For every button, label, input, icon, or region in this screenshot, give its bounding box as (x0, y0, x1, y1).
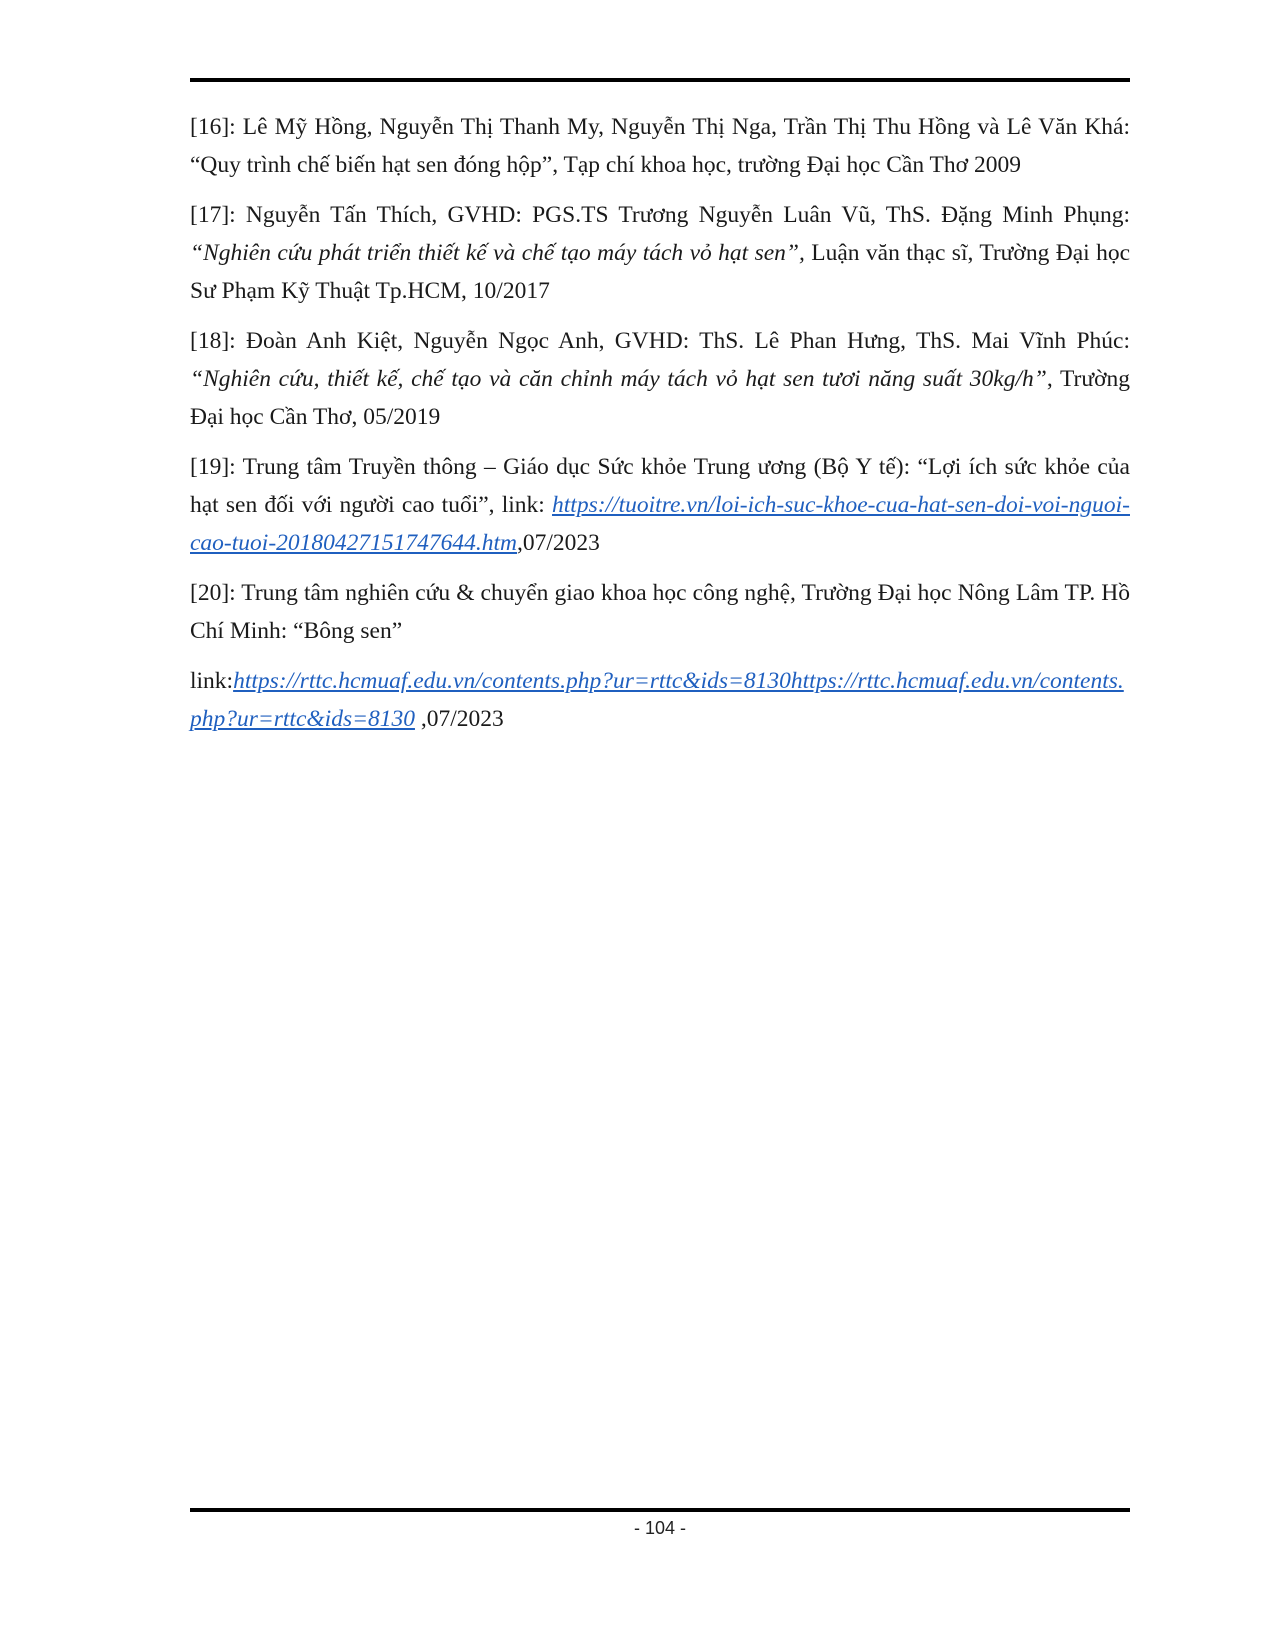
reference-18 (190, 322, 1130, 436)
reference-text: Luận văn thạc sĩ, Trường Đại học Sư Phạm Kỹ Thuật Tp.HCM, 10/2017 (190, 240, 1130, 304)
reference-link[interactable]: https://tuoitre.vn/loi-ich-suc-khoe-cua-hat-sen-doi-voi-nguoi-cao-tuoi-20180427151747644.htm (190, 492, 1130, 556)
footer-rule (190, 1508, 1130, 1512)
reference-17 (190, 196, 1130, 310)
reference-19 (190, 448, 1130, 562)
header-rule (190, 78, 1130, 82)
reference-20-link-line (190, 662, 1130, 738)
reference-text: [17]: Nguyễn Tấn Thích, GVHD: PGS.TS Trương Nguyễn Luân Vũ, ThS. Đặng Minh Phụng: (190, 202, 1130, 228)
reference-16 (190, 108, 1130, 184)
reference-text: ,07/2023 (517, 530, 600, 556)
reference-title: “Nghiên cứu, thiết kế, chế tạo và căn chỉnh máy tách vỏ hạt sen tươi năng suất 30kg/h” (190, 366, 1047, 392)
reference-title: “Nghiên cứu phát triển thiết kế và chế tạo máy tách vỏ hạt sen”, (190, 240, 805, 266)
reference-text: [16]: Lê Mỹ Hồng, Nguyễn Thị Thanh My, Nguyễn Thị Nga, Trần Thị Thu Hồng và Lê Văn Khá: “Quy trình chế biến hạt sen đóng hộp”, Tạp chí khoa học, trường Đại học Cần Thơ 2009 (190, 114, 1130, 178)
page-number: - 104 - (633, 1518, 687, 1538)
reference-link[interactable]: https://rttc.hcmuaf.edu.vn/contents.php?ur=rttc&ids=8130https://rttc.hcmuaf.edu.vn/contents.php?ur=rttc&ids=8130 (190, 668, 1124, 732)
reference-text: [20]: Trung tâm nghiên cứu & chuyển giao khoa học công nghệ, Trường Đại học Nông Lâm TP. Hồ Chí Minh: “Bông sen” (190, 580, 1130, 644)
reference-text: ,07/2023 (414, 706, 504, 732)
link-label: link: (190, 668, 234, 694)
reference-list (190, 108, 1130, 750)
reference-text: [19]: Trung tâm Truyền thông – Giáo dục Sức khỏe Trung ương (Bộ Y tế): “Lợi ích sức khỏe của hạt sen đối với người cao tuổi”, link: (190, 454, 1130, 518)
reference-20 (190, 574, 1130, 650)
reference-text: [18]: Đoàn Anh Kiệt, Nguyễn Ngọc Anh, GVHD: ThS. Lê Phan Hưng, ThS. Mai Vĩnh Phúc: (190, 328, 1130, 354)
reference-text: , Trường Đại học Cần Thơ, 05/2019 (190, 366, 1131, 430)
